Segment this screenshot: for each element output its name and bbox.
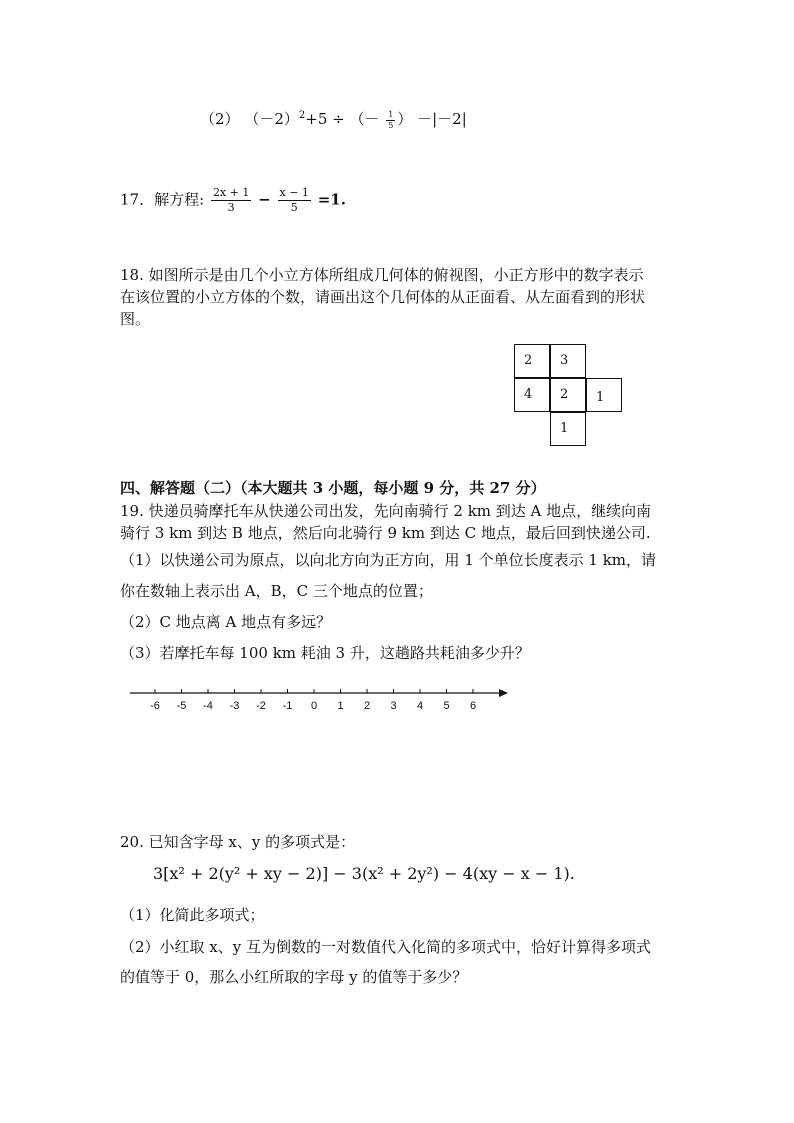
p20-q1: （1）化简此多项式； [120,906,265,924]
p19-q1-b: 你在数轴上表示出 A，B，C 三个地点的位置； [120,582,433,600]
axis-tick-label: -6 [150,700,160,712]
p16-expr-c: ） －|－2| [397,110,467,128]
grid-cell: 3 [550,344,586,378]
p16-expr-a: （－2） [244,110,299,128]
problem-16-part-2 [200,108,467,131]
p17-fraction-2 [278,186,311,215]
grid-cell: 2 [514,344,550,378]
grid-cell: 2 [550,378,586,412]
p16-exponent: 2 [298,110,306,121]
p17-f2-num: x − 1 [279,186,309,199]
p19-q3: （3）若摩托车每 100 km 耗油 3 升，这趟路共耗油多少升？ [120,644,530,662]
p20-intro: 20. 已知含字母 x、y 的多项式是： [120,833,356,851]
axis-tick-label: -4 [203,700,213,712]
grid-cell: 1 [586,378,622,412]
section-4-title: 四、解答题（二）（本大题共 3 小题，每小题 9 分，共 27 分） [120,479,546,497]
p17-f1-den: 3 [227,201,235,214]
p18-line-2: 在该位置的小立方体的个数，请画出这个几何体的从正面看、从左面看到的形状 [120,288,646,306]
grid-cell: 4 [514,378,550,412]
p17-minus: − [258,190,271,209]
number-line [125,680,515,720]
p17-rhs: =1. [317,190,346,209]
axis-tick-label: -2 [256,700,266,712]
p16-frac-den: 5 [388,120,394,130]
p17-f2-den: 5 [290,201,298,214]
p17-f1-num: 2x + 1 [212,186,250,199]
problem-17 [120,186,346,215]
axis-tick-label: 0 [310,700,318,712]
p16-fraction [386,110,395,131]
p19-line-2: 骑行 3 km 到达 B 地点，然后向北骑行 9 km 到达 C 地点，最后回到快递公司. [120,524,651,542]
p18-line-3: 图。 [120,310,151,328]
p19-q1-a: （1）以快递公司为原点，以向北方向为正方向，用 1 个单位长度表示 1 km，请 [120,551,657,569]
top-view-grid [514,344,624,448]
axis-tick-label: -3 [229,700,240,712]
p17-fraction-1 [211,186,251,215]
p16-frac-num: 1 [388,109,394,119]
axis-tick-label: 1 [337,700,344,712]
axis-tick-label: 3 [390,700,397,712]
p16-label: （2） [200,110,240,128]
p20-formula: 3[x² + 2(y² + xy − 2)] − 3(x² + 2y²) − 4(xy − x − 1). [153,864,575,883]
axis-tick-label: 4 [416,700,424,712]
axis-tick-label: -5 [176,700,187,712]
p17-label: 17．解方程: [120,190,205,209]
axis-tick-label: -1 [282,700,293,712]
p19-q2: （2）C 地点离 A 地点有多远？ [120,613,332,631]
axis-tick-label: 6 [469,700,477,712]
axis-tick-label: 5 [443,700,450,712]
p20-q2-b: 的值等于 0，那么小红所取的字母 y 的值等于多少？ [120,968,468,986]
axis-tick-label: 2 [363,700,371,712]
p18-line-1: 18. 如图所示是由几个小立方体所组成几何体的俯视图，小正方形中的数字表示 [120,266,644,284]
grid-cell: 1 [550,412,586,446]
p16-expr-b: +5 ÷ （－ [305,110,380,128]
p20-q2-a: （2）小红取 x、y 互为倒数的一对数值代入化简的多项式中，恰好计算得多项式 [120,938,652,956]
p19-line-1: 19. 快递员骑摩托车从快递公司出发，先向南骑行 2 km 到达 A 地点，继续向南 [120,502,652,520]
